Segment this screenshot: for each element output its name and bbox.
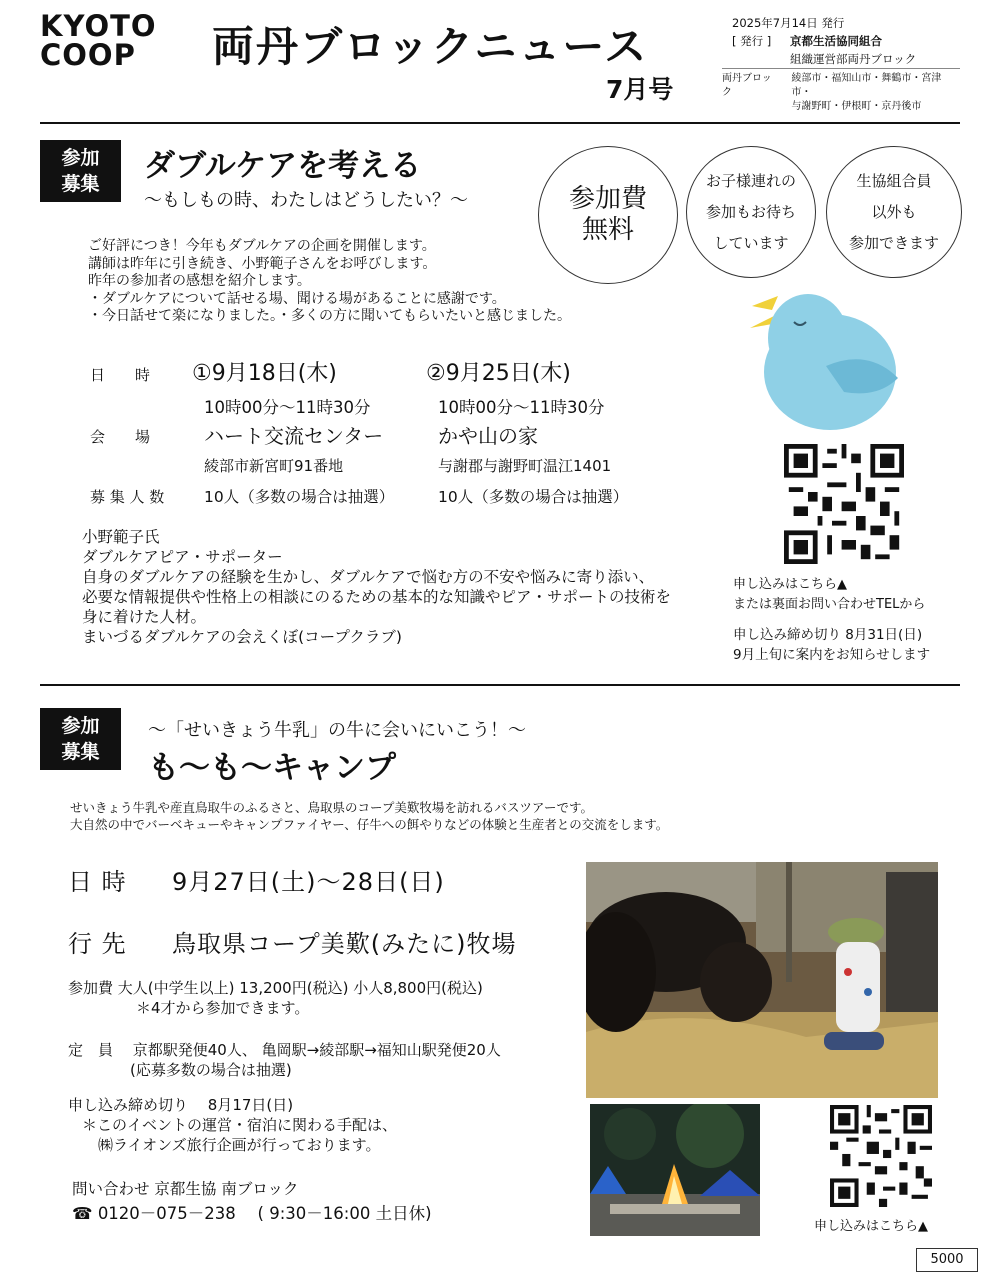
publisher-dept: 組織運営部両丹ブロック bbox=[790, 52, 917, 66]
area-info bbox=[722, 68, 960, 114]
event1-address-2: 与謝郡与謝野町温江1401 bbox=[438, 457, 612, 475]
issue-info bbox=[732, 14, 916, 68]
qr-code-event2[interactable] bbox=[830, 1104, 932, 1208]
kyoto-coop-logo: KYOTO COOP bbox=[40, 9, 157, 72]
event2-datetime: 9月27日(土)～28日(日) bbox=[172, 868, 445, 896]
participation-badge: 参加 募集 bbox=[40, 140, 121, 202]
event1-subtitle: ～もしもの時、わたしはどうしたい？～ bbox=[144, 190, 468, 211]
event1-date-1: ①9月18日(木) bbox=[192, 361, 337, 386]
participation-badge: 参加 募集 bbox=[40, 708, 121, 770]
area-list-1: 綾部市・福知山市・舞鶴市・宮津市・ bbox=[791, 73, 942, 98]
contact-phone bbox=[72, 1200, 432, 1224]
event1-intro: ご好評につき！今年もダブルケアの企画を開催します。 講師は昨年に引き続き、小野範子さんをお呼びします。 昨年の参加者の感想を紹介します。 ・ダブルケアについて話せる場、聞ける場があることに感謝です。 ・今日話せて楽になりました。・多くの方に聞いてもらいたいと感じました。 bbox=[88, 238, 571, 324]
area-list-2: 与謝野町・伊根町・京丹後市 bbox=[791, 101, 922, 112]
apply-info-event1: 申し込みはこちら▲ または裏面お問い合わせTELから bbox=[733, 577, 926, 612]
event1-time-2: 10時00分～11時30分 bbox=[438, 398, 605, 417]
free-fee-circle: 参加費 無料 bbox=[538, 146, 678, 284]
publisher-name: 京都生活協同組合 bbox=[790, 34, 882, 48]
apply-info-event2: 申し込みはこちら▲ bbox=[814, 1219, 928, 1234]
event1-date-2: ②9月25日(木) bbox=[426, 361, 571, 386]
event2-capacity: 定 員 京都駅発便40人、 亀岡駅→綾部駅→福知山駅発便20人 (応募多数の場合は抽選) bbox=[68, 1041, 501, 1079]
label-datetime: 日 時 bbox=[90, 366, 151, 384]
non-member-welcome-circle: 生協組合員 以外も 参加できます bbox=[826, 146, 962, 278]
label-datetime: 日 時 bbox=[68, 868, 127, 896]
children-welcome-circle: お子様連れの 参加もお待ち しています bbox=[686, 146, 816, 278]
issue-date: 2025年7月14日 発行 bbox=[732, 16, 845, 30]
event2-deadline: 申し込み締め切り 8月17日(日) ＊このイベントの運営・宿泊に関わる手配は、 ㈱ライオンズ旅行企画が行っております。 bbox=[68, 1096, 398, 1154]
event1-time-1: 10時00分～11時30分 bbox=[204, 398, 371, 417]
phone-number[interactable]: 0120－075－238 ( 9:30－16:00 土日休) bbox=[97, 1204, 432, 1223]
label-capacity: 募 集 人 数 bbox=[90, 488, 165, 506]
lecturer-profile: 小野範子氏 ダブルケアピア・サポーター 自身のダブルケアの経験を生かし、ダブルケアで悩む方の不安や悩みに寄り添い、 必要な情報提供や性格上の相談にのるための基本的な知識やピア・サポートの技術を 身に着けた人材。 まいづるダブルケアの会えくぼ(コープクラブ) bbox=[82, 528, 672, 646]
event1-address-1: 綾部市新宮町91番地 bbox=[204, 457, 344, 475]
label-destination: 行 先 bbox=[68, 930, 127, 958]
label-venue: 会 場 bbox=[90, 428, 151, 446]
deadline-info-event1: 申し込み締め切り 8月31日(日) 9月上旬に案内をお知らせします bbox=[733, 627, 931, 663]
qr-code-event1[interactable] bbox=[784, 444, 904, 564]
contact-info: 問い合わせ 京都生協 南ブロック bbox=[72, 1180, 299, 1198]
divider bbox=[40, 684, 960, 686]
event2-destination: 鳥取県コープ美歎(みたに)牧場 bbox=[172, 930, 517, 958]
issue-month: 7月号 bbox=[606, 75, 674, 104]
event1-capacity-2: 10人（多数の場合は抽選） bbox=[438, 488, 629, 506]
event2-title: も～も～キャンプ bbox=[148, 750, 396, 786]
bird-illustration bbox=[748, 288, 908, 434]
phone-icon: ☎ bbox=[72, 1204, 93, 1223]
event1-title: ダブルケアを考える bbox=[144, 148, 422, 184]
event1-venue-2: かや山の家 bbox=[438, 424, 538, 448]
cow-feeding-photo bbox=[586, 862, 938, 1098]
event1-capacity-1: 10人（多数の場合は抽選） bbox=[204, 488, 395, 506]
publisher-label: [ 発行 ] bbox=[732, 34, 772, 48]
campfire-photo bbox=[590, 1104, 760, 1236]
page-number: 5000 bbox=[916, 1248, 978, 1272]
event1-venue-1: ハート交流センター bbox=[204, 424, 384, 448]
page-title: 両丹ブロックニュース bbox=[212, 22, 649, 71]
area-label: 両丹ブロック bbox=[722, 73, 772, 98]
event2-subtitle: ～「せいきょう牛乳」の牛に会いにいこう！～ bbox=[148, 720, 526, 741]
event2-intro: せいきょう牛乳や産直鳥取牛のふるさと、鳥取県のコープ美歎牧場を訪れるバスツアーです。 大自然の中でバーベキューやキャンプファイヤー、仔牛への餌やりなどの体験と生産者との交流をします。 bbox=[70, 800, 669, 832]
divider bbox=[40, 122, 960, 124]
event2-fee: 参加費 大人(中学生以上) 13,200円(税込) 小人8,800円(税込) ＊4才から参加できます。 bbox=[68, 979, 483, 1017]
